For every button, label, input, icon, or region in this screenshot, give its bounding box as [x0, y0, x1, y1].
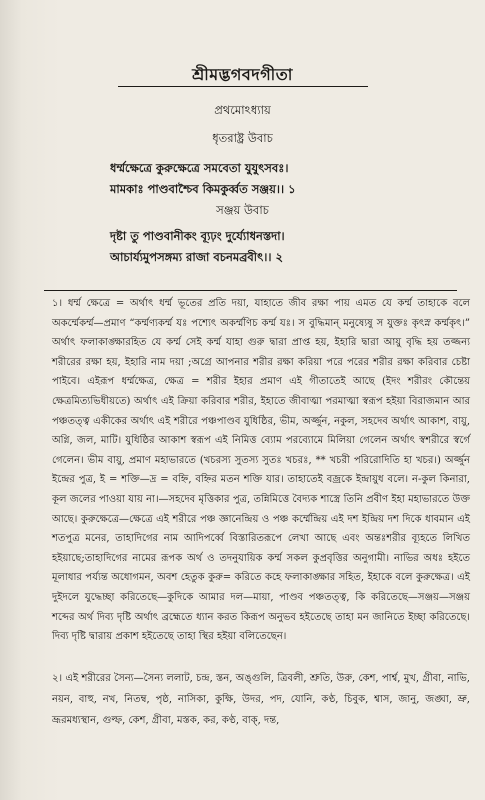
- verse-1-line-1: ধর্ম্মক্ষেত্রে কুরুক্ষেত্রে সমবেতা যুযুৎসবঃ।: [110, 161, 289, 175]
- chapter-heading: প্রথমোঽধ্যায়: [214, 103, 271, 117]
- commentary-paragraph-2: [52, 668, 470, 731]
- commentary-text-1: ১। ধর্ম্ম ক্ষেত্রে = অর্থাৎ ধর্ম্ম ভূতের প্রতি দয়া, যাহাতে জীব রক্ষা পায় এমত যে কর্ম্ম তাহাকে বলে অকর্ম্মেকর্ম্ম—প্রমাণ “কর্ম্মণ্যকর্ম্ম যঃ পশ্যেৎ অকর্ম্মণিচ কর্ম্ম যঃ। স বুদ্ধিমান্ মনুষ্যেষু স যুক্তঃ কৃৎস্ন কর্ম্মকৃৎ।” অর্থাৎ ফলাকাঙ্ক্ষারহিত যে কর্ম্ম সেই কর্ম্ম যাহা গুরু দ্বারা প্রাপ্ত হয়, ইহারি দ্বারা আয়ু বৃদ্ধি হয় তজ্জন্য শরীরের রক্ষা হয়, ইহারি নাম দয়া ;অগ্রে আপনার শরীর রক্ষা করিয়া পরে পরের শরীর রক্ষা করিবার চেষ্টা পাইবে। এইরূপ ধর্ম্মক্ষেত্র, ক্ষেত্র = শরীর ইহার প্রমাণ এই গীতাতেই আছে (ইদং শরীরং কৌন্তেয় ক্ষেত্রমিত্যভিধীয়তে) অর্থাৎ এই ক্রিয়া করিবার শরীর, ইহাতে জীবাত্মা পরমাত্মা স্বরূপ হইয়া বিরাজমান আর পঞ্চতত্ত্ব একীকের অর্থাৎ এই শরীরে পঞ্চপাণ্ডব যুধিষ্ঠির, ভীম, অর্জ্জুন, নকুল, সহদেব অর্থাৎ আকাশ, বায়ু, অগ্নি, জল, মাটি। যুধিষ্ঠির আকাশ স্বরূপ এই নিমিত্ত ব্যোম পরব্যোমে মিলিয়া গেলেন অর্থাৎ স্বশরীরে স্বর্গে গেলেন। ভীম বায়ু, প্রমাণ মহাভারতে (খচরস্য সুতস্য সুতঃ খচরঃ, ** খচরী পরিরোদিতি হা খচর।) অর্জ্জুন ইন্দ্রের পুত্র, ই = শক্তি—দ্র = বহ্নি, বহ্নির মতন শক্তি যার। তাহাতেই বজ্রকে ইন্দ্রায়ুধ বলে। ন-কুল কিনারা, কূল জলের পাওয়া যায় না।—সহদেব মৃত্তিকার পুত্র, তন্নিমিত্তে বৈদ্যক শাস্ত্রে তিনি প্রবীণ ইহা মহাভারতে উক্ত আছে। কুরুক্ষেত্রে—ক্ষেত্রে এই শরীরে পঞ্চ জ্ঞানেন্দ্রিয় ও পঞ্চ কর্ম্মেন্দ্রিয় এই দশ ইন্দ্রিয় দশ দিকে ধাবমান এই শতপুত্র মনের, তাহাদিগের নাম আদিপর্ব্বে বিস্তারিতরূপে লেখা আছে এবং অন্তঃশরীর ব্যূহতে লিখিত হইয়াছে;তাহাদিগের নামের রূপক অর্থ ও তদনুযায়িক কর্ম্ম সকল কুপ্রবৃত্তির অনুগামী। নাভির অধঃ হইতে মূলাধার পর্য্যন্ত অধোগমন, অবশ হেতুক কুরু= করিতে কহে ফলাকাঙ্ক্ষার সহিত, ইহাকে বলে কুরুক্ষেত্র। এই দুইদলে যুদ্ধেচ্ছা করিতেছে—কুদিকে আমার দল—মায়া, পাণ্ডব পঞ্চতত্ত্ব, কি করিতেছে—সঞ্জয়—সঞ্জয় শব্দের অর্থ দিব্য দৃষ্টি অর্থাৎ ব্রহ্মেতে ধ্যান করত কিরূপ অনুভব হইতেছে তাহা মন জানিতে ইচ্ছা করিতেছে। দিব্য দৃষ্টি দ্বারায় প্রকাশ হইতেছে তাহা স্থির হইয়া বলিতেছেন।: [52, 298, 470, 643]
- speaker-sanjaya: সঞ্জয় উবাচ: [216, 203, 269, 217]
- page-title: শ্রীমদ্ভগবদগীতা: [192, 65, 293, 84]
- commentary-text-2: ২। এই শরীরের সৈন্য—সৈন্য ললাট, চন্দ্র, স্তন, অঙ্গুলি, ত্রিবলী, শ্রুতি, উরু, কেশ, পার্শ্ব, মুখ, গ্রীবা, নাভি, নয়ন, বাহু, নখ, নিতম্ব, পৃষ্ঠ, নাসিকা, কুক্ষি, উদর, পদ, যোনি, কণ্ঠ, চিবুক, শ্বাস, জানু, জঙ্ঘা, ভ্রু, ভ্রূরমধ্যস্থান, গুল্ফ, কেশ, গ্রীবা, মস্তক, কর, কণ্ঠ, বাক্, দন্ত,: [52, 673, 470, 726]
- commentary-paragraph-1: [52, 294, 470, 647]
- verse-2-line-1: দৃষ্টা তু পাণ্ডবানীকং ব্যূঢ়ং দুর্য্যোধনস্তদা।: [110, 229, 285, 243]
- section-divider: [44, 290, 457, 291]
- verse-2-line-2: আচার্য্যমুপসঙ্গম্য রাজা বচনমব্রবীৎ।। ২: [110, 250, 283, 264]
- verse-1-line-2: মামকাঃ পাণ্ডবাশ্চৈব কিমকুর্ব্বত সঞ্জয়।। ১: [110, 182, 296, 196]
- title-underline: [118, 86, 368, 87]
- speaker-dhritarashtra: ধৃতরাষ্ট্র উবাচ: [212, 131, 273, 145]
